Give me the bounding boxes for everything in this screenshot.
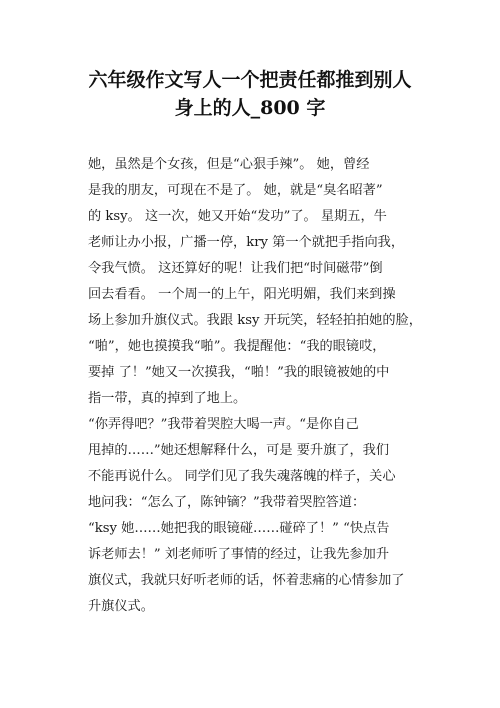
paragraph-line: 不能再说什么。 同学们见了我失魂落魄的样子，关心	[88, 469, 396, 484]
paragraph-line: 回去看看。 一个周一的上午，阳光明媚，我们来到操	[88, 287, 396, 302]
title-line-1: 六年级作文写人一个把责任都推到别人	[88, 69, 412, 91]
paragraph-line: 指一带，真的掉到了地上。	[88, 391, 247, 406]
paragraph-1	[88, 152, 420, 412]
paragraph-line: 是我的朋友，可现在不是了。 她，就是“臭名昭著”	[88, 183, 383, 198]
paragraph-line: 要掉 了！”她又一次摸我，“啪！”我的眼镜被她的中	[88, 365, 390, 380]
title-line-2: 身上的人_800 字	[174, 97, 326, 119]
paragraph-2	[88, 412, 420, 620]
paragraph-line: 老师让办小报，广播一停，kry 第一个就把手指向我，	[88, 235, 405, 250]
page-title	[40, 66, 460, 122]
paragraph-line: “你弄得吧？”我带着哭腔大喝一声。“是你自己	[88, 417, 359, 432]
paragraph-line: 她，虽然是个女孩，但是“心狠手辣”。 她，曾经	[88, 157, 370, 172]
paragraph-line: “啪”，她也摸摸我“啪”。我提醒他：“我的眼镜哎，	[88, 339, 386, 354]
paragraph-line: 的 ksy。 这一次，她又开始“发功”了。 星期五，牛	[88, 209, 387, 224]
paragraph-line: 令我气愤。 这还算好的呢！让我们把“时间磁带”倒	[88, 261, 383, 276]
paragraph-line: 场上参加升旗仪式。我跟 ksy 开玩笑，轻轻拍拍她的脸，	[88, 313, 422, 328]
paragraph-line: 甩掉的……”她还想解释什么，可是 要升旗了，我们	[88, 443, 390, 458]
paragraph-line: 旗仪式，我就只好听老师的话，怀着悲痛的心情参加了	[88, 573, 405, 588]
paragraph-line: 地问我：“怎么了，陈钟镝？”我带着哭腔答道：	[88, 495, 366, 510]
paragraph-line: “ksy 她……她把我的眼镜碰……碰碎了！” “快点告	[88, 521, 390, 536]
paragraph-line: 升旗仪式。	[88, 599, 154, 614]
paragraph-line: 诉老师去！” 刘老师听了事情的经过，让我先参加升	[88, 547, 390, 562]
